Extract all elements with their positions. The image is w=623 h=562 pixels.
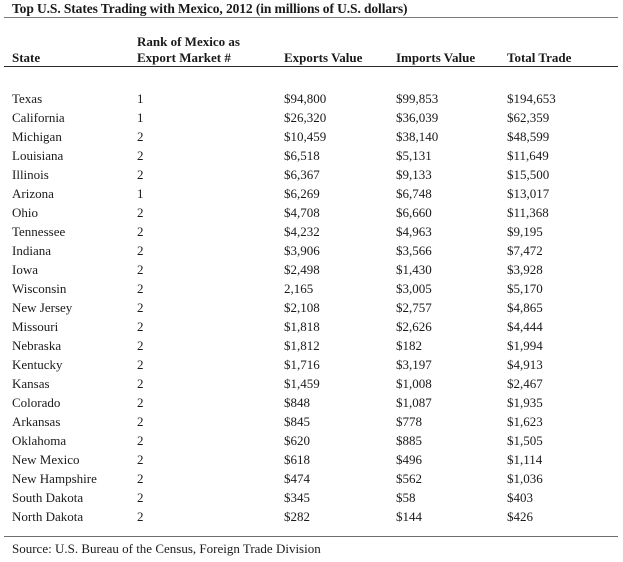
- column-header-exports: Exports Value: [284, 50, 363, 65]
- table-row: [0, 431, 623, 450]
- cell-state: Oklahoma: [12, 433, 67, 448]
- cell-state: Arizona: [12, 186, 54, 201]
- cell-exports: $845: [284, 414, 310, 429]
- cell-exports: $618: [284, 452, 310, 467]
- table-row: [0, 222, 623, 241]
- cell-total: $2,467: [507, 376, 543, 391]
- table-row: [0, 260, 623, 279]
- cell-state: Missouri: [12, 319, 59, 334]
- table-row: [0, 469, 623, 488]
- cell-rank: 2: [137, 376, 144, 391]
- cell-imports: $778: [396, 414, 422, 429]
- cell-rank: 2: [137, 148, 144, 163]
- cell-total: $11,649: [507, 148, 549, 163]
- table-body: [0, 89, 623, 526]
- table-row: [0, 89, 623, 108]
- cell-imports: $9,133: [396, 167, 432, 182]
- cell-imports: $1,087: [396, 395, 432, 410]
- table-row: [0, 108, 623, 127]
- cell-imports: $2,626: [396, 319, 432, 334]
- cell-exports: $1,459: [284, 376, 320, 391]
- cell-state: Texas: [12, 91, 43, 106]
- table-row: [0, 165, 623, 184]
- cell-rank: 2: [137, 490, 144, 505]
- cell-total: $1,036: [507, 471, 543, 486]
- column-header-rank: Rank of Mexico as Export Market #: [137, 34, 240, 65]
- cell-rank: 2: [137, 129, 144, 144]
- cell-total: $1,505: [507, 433, 543, 448]
- cell-imports: $496: [396, 452, 422, 467]
- cell-state: Wisconsin: [12, 281, 67, 296]
- cell-imports: $3,566: [396, 243, 432, 258]
- table-row: [0, 184, 623, 203]
- source-note: Source: U.S. Bureau of the Census, Foreign Trade Division: [12, 541, 321, 556]
- cell-state: Iowa: [12, 262, 38, 277]
- table-title: Top U.S. States Trading with Mexico, 2012 (in millions of U.S. dollars): [12, 1, 408, 16]
- cell-imports: $5,131: [396, 148, 432, 163]
- cell-state: Louisiana: [12, 148, 64, 163]
- cell-imports: $4,963: [396, 224, 432, 239]
- cell-state: Kentucky: [12, 357, 63, 372]
- cell-state: Nebraska: [12, 338, 62, 353]
- cell-exports: $2,108: [284, 300, 320, 315]
- cell-imports: $38,140: [396, 129, 439, 144]
- cell-imports: $58: [396, 490, 416, 505]
- cell-rank: 2: [137, 338, 144, 353]
- cell-imports: $144: [396, 509, 422, 524]
- cell-exports: $4,232: [284, 224, 320, 239]
- cell-state: Illinois: [12, 167, 49, 182]
- cell-rank: 2: [137, 243, 144, 258]
- table-row: [0, 127, 623, 146]
- footer-rule: [4, 536, 618, 537]
- cell-total: $1,994: [507, 338, 543, 353]
- cell-total: $4,865: [507, 300, 543, 315]
- table-row: [0, 241, 623, 260]
- column-header-imports: Imports Value: [396, 50, 476, 65]
- cell-exports: $6,518: [284, 148, 320, 163]
- column-header-state: State: [12, 50, 41, 65]
- cell-exports: $2,498: [284, 262, 320, 277]
- cell-rank: 2: [137, 167, 144, 182]
- cell-total: $4,444: [507, 319, 543, 334]
- cell-rank: 2: [137, 281, 144, 296]
- table-row: [0, 298, 623, 317]
- cell-state: Indiana: [12, 243, 51, 258]
- table-row: [0, 412, 623, 431]
- cell-state: Michigan: [12, 129, 62, 144]
- cell-imports: $3,197: [396, 357, 432, 372]
- table-row: [0, 203, 623, 222]
- cell-exports: $3,906: [284, 243, 320, 258]
- table-row: [0, 355, 623, 374]
- cell-imports: $99,853: [396, 91, 439, 106]
- cell-state: Colorado: [12, 395, 61, 410]
- cell-exports: $1,716: [284, 357, 320, 372]
- cell-state: New Hampshire: [12, 471, 97, 486]
- cell-imports: $3,005: [396, 281, 432, 296]
- cell-exports: $26,320: [284, 110, 327, 125]
- cell-imports: $36,039: [396, 110, 439, 125]
- cell-imports: $6,660: [396, 205, 432, 220]
- cell-total: $194,653: [507, 91, 556, 106]
- cell-imports: $1,430: [396, 262, 432, 277]
- cell-state: Ohio: [12, 205, 38, 220]
- cell-state: New Mexico: [12, 452, 80, 467]
- cell-exports: $1,812: [284, 338, 320, 353]
- cell-total: $4,913: [507, 357, 543, 372]
- cell-state: Tennessee: [12, 224, 66, 239]
- cell-exports: $1,818: [284, 319, 320, 334]
- cell-exports: $620: [284, 433, 310, 448]
- cell-exports: $10,459: [284, 129, 327, 144]
- cell-total: $7,472: [507, 243, 543, 258]
- header-rule: [4, 66, 618, 67]
- table-row: [0, 393, 623, 412]
- table-row: [0, 146, 623, 165]
- cell-total: $5,170: [507, 281, 543, 296]
- cell-rank: 2: [137, 224, 144, 239]
- cell-imports: $6,748: [396, 186, 432, 201]
- cell-total: $62,359: [507, 110, 550, 125]
- cell-state: Kansas: [12, 376, 50, 391]
- cell-exports: $282: [284, 509, 310, 524]
- cell-rank: 2: [137, 509, 144, 524]
- cell-rank: 1: [137, 186, 144, 201]
- cell-rank: 2: [137, 452, 144, 467]
- cell-imports: $1,008: [396, 376, 432, 391]
- cell-state: California: [12, 110, 65, 125]
- cell-state: Arkansas: [12, 414, 61, 429]
- cell-rank: 2: [137, 433, 144, 448]
- cell-rank: 2: [137, 357, 144, 372]
- cell-exports: $94,800: [284, 91, 327, 106]
- cell-exports: 2,165: [284, 281, 314, 296]
- cell-total: $13,017: [507, 186, 550, 201]
- table-row: [0, 488, 623, 507]
- cell-rank: 1: [137, 110, 144, 125]
- cell-total: $403: [507, 490, 533, 505]
- cell-total: $15,500: [507, 167, 550, 182]
- cell-total: $3,928: [507, 262, 543, 277]
- cell-imports: $182: [396, 338, 422, 353]
- cell-rank: 1: [137, 91, 144, 106]
- cell-state: North Dakota: [12, 509, 84, 524]
- cell-rank: 2: [137, 471, 144, 486]
- cell-imports: $562: [396, 471, 422, 486]
- table-row: [0, 317, 623, 336]
- column-header-total: Total Trade: [507, 50, 572, 65]
- cell-rank: 2: [137, 205, 144, 220]
- cell-exports: $4,708: [284, 205, 320, 220]
- table-row: [0, 336, 623, 355]
- title-rule: [4, 17, 618, 18]
- cell-exports: $345: [284, 490, 310, 505]
- table-row: [0, 450, 623, 469]
- cell-total: $48,599: [507, 129, 550, 144]
- cell-rank: 2: [137, 395, 144, 410]
- cell-total: $1,623: [507, 414, 543, 429]
- cell-rank: 2: [137, 300, 144, 315]
- cell-state: South Dakota: [12, 490, 84, 505]
- cell-exports: $848: [284, 395, 310, 410]
- cell-exports: $474: [284, 471, 310, 486]
- cell-rank: 2: [137, 262, 144, 277]
- cell-total: $9,195: [507, 224, 543, 239]
- cell-rank: 2: [137, 319, 144, 334]
- table-row: [0, 279, 623, 298]
- cell-total: $426: [507, 509, 533, 524]
- cell-imports: $2,757: [396, 300, 432, 315]
- cell-total: $11,368: [507, 205, 549, 220]
- cell-exports: $6,269: [284, 186, 320, 201]
- table-row: [0, 507, 623, 526]
- cell-total: $1,935: [507, 395, 543, 410]
- cell-state: New Jersey: [12, 300, 73, 315]
- cell-exports: $6,367: [284, 167, 320, 182]
- cell-imports: $885: [396, 433, 422, 448]
- cell-total: $1,114: [507, 452, 543, 467]
- cell-rank: 2: [137, 414, 144, 429]
- table-row: [0, 374, 623, 393]
